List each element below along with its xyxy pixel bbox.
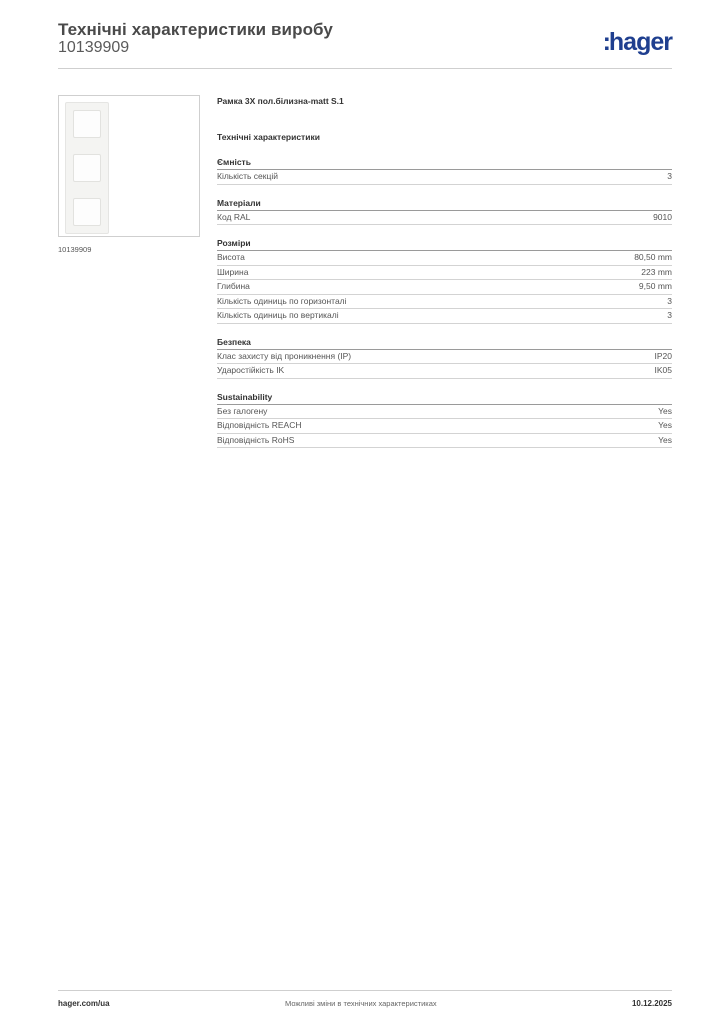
spec-value: 3 [667, 310, 672, 320]
spec-value: 80,50 mm [634, 252, 672, 262]
product-name: Рамка 3X пол.білизна-matt S.1 [217, 96, 344, 106]
spec-value: Yes [658, 420, 672, 430]
spec-section [217, 337, 672, 379]
triple-frame-picture [65, 102, 109, 234]
spec-label: Висота [217, 252, 245, 262]
frame-opening [73, 110, 101, 138]
spec-row [217, 364, 672, 379]
spec-row [217, 266, 672, 281]
spec-row [217, 405, 672, 420]
spec-sections [217, 157, 672, 448]
spec-row [217, 434, 672, 449]
spec-label: Кількість одиниць по вертикалі [217, 310, 339, 320]
product-image [58, 95, 200, 237]
spec-row [217, 280, 672, 295]
frame-opening [73, 154, 101, 182]
spec-section [217, 157, 672, 185]
spec-value: IK05 [654, 365, 672, 375]
frame-opening [73, 198, 101, 226]
footer-website: hager.com/ua [58, 999, 110, 1008]
spec-section-title: Sustainability [217, 392, 672, 405]
spec-section-title: Ємність [217, 157, 672, 170]
footer-divider [58, 990, 672, 991]
spec-label: Відповідність RoHS [217, 434, 295, 445]
spec-label: Кількість секцій [217, 171, 278, 181]
spec-label: Клас захисту від проникнення (IP) [217, 350, 352, 361]
spec-label: Кількість одиниць по горизонталі [217, 295, 347, 306]
header-divider [58, 68, 672, 69]
spec-label: Ударостійкість IK [217, 365, 285, 375]
document-product-code: 10139909 [58, 39, 130, 56]
spec-label: Відповідність REACH [217, 420, 302, 430]
spec-content [217, 96, 672, 448]
spec-section-title: Безпека [217, 337, 672, 350]
spec-value: 9,50 mm [638, 281, 672, 291]
spec-section [217, 392, 672, 449]
spec-value: Yes [658, 434, 672, 445]
spec-row [217, 295, 672, 310]
spec-row [217, 350, 672, 365]
spec-value: 9010 [653, 211, 672, 222]
spec-row [217, 211, 672, 226]
spec-label: Без галогену [217, 405, 268, 416]
spec-section [217, 238, 672, 324]
spec-section-title: Матеріали [217, 198, 672, 211]
hager-logo [603, 30, 672, 55]
spec-section [217, 198, 672, 226]
spec-row [217, 251, 672, 266]
spec-heading: Технічні характеристики [217, 132, 320, 142]
spec-row [217, 170, 672, 185]
logo-text: hager [608, 28, 672, 56]
spec-row [217, 309, 672, 324]
spec-label: Глибина [217, 281, 250, 291]
spec-row [217, 419, 672, 434]
spec-section-title: Розміри [217, 238, 672, 251]
spec-label: Код RAL [217, 211, 251, 222]
spec-label: Ширина [217, 266, 249, 277]
spec-value: 3 [667, 295, 672, 306]
spec-value: Yes [658, 405, 672, 416]
footer-date: 10.12.2025 [631, 999, 672, 1008]
product-image-caption: 10139909 [58, 245, 92, 254]
footer-disclaimer: Можливі зміни в технічних характеристиках [285, 999, 437, 1008]
spec-value: 3 [667, 171, 672, 181]
spec-value: IP20 [654, 350, 672, 361]
document-title: Технічні характеристики виробу [58, 20, 333, 39]
logo-colon: : [602, 28, 608, 56]
spec-value: 223 mm [641, 266, 672, 277]
